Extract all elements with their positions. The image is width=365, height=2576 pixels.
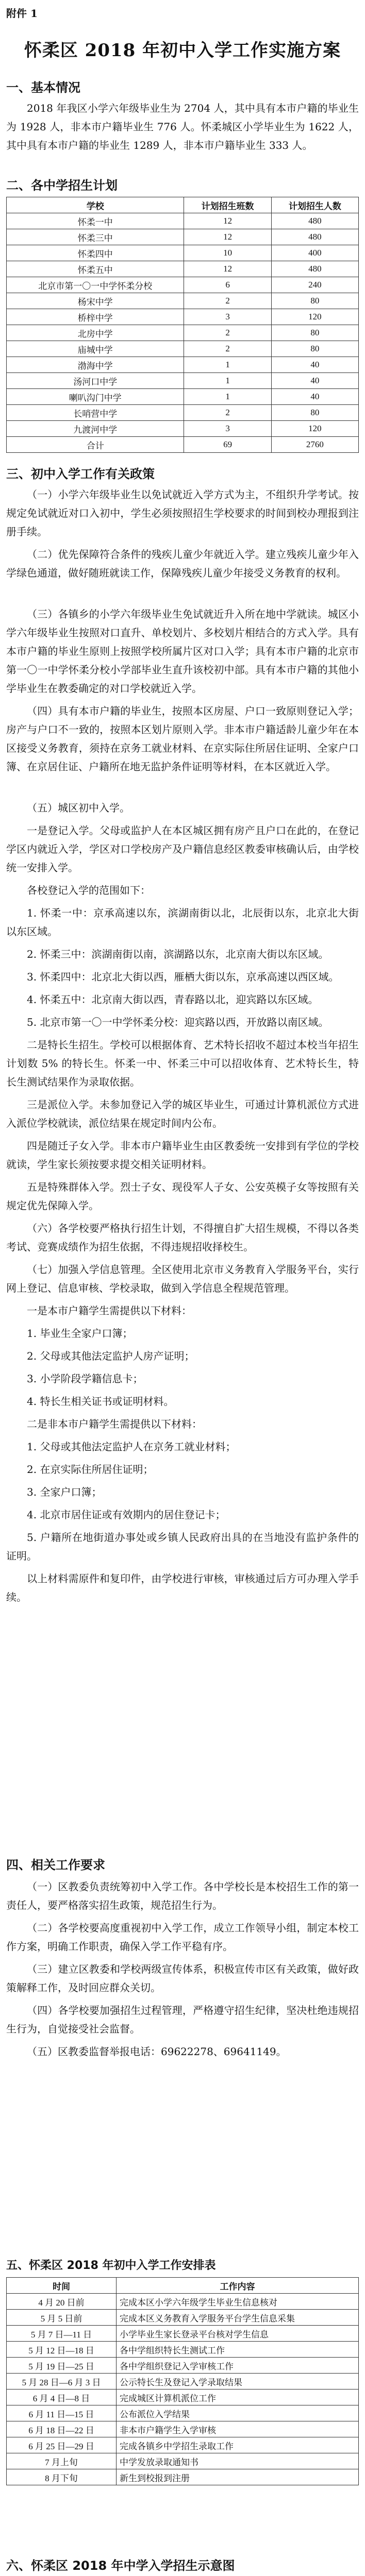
table-header-row <box>7 2278 359 2294</box>
table-row <box>7 277 359 293</box>
table-cell: 2 <box>184 341 271 357</box>
material-item: 1. 毕业生全家户口簿； <box>27 1327 133 1340</box>
paragraph: （一）区教委负责统筹初中入学工作。各中学校长是本校招生工作的第一责任人，要严格落实招生政策，规范招生行为。 <box>6 1880 359 1911</box>
paragraph: （一）小学六年级毕业生以免试就近入学方式为主，不组织升学考试。按规定免试就近对口入初中，学生必须按照招生学校要求的时间到校办理报到注册手续。 <box>6 488 359 538</box>
table-cell: 480 <box>271 229 358 245</box>
table-cell: 40 <box>271 389 358 405</box>
table-cell: 120 <box>271 309 358 325</box>
section1-heading: 一、基本情况 <box>6 80 80 95</box>
paragraph: 3. 怀柔四中：北京北大街以西，雁栖大街以东，京承高速以西区域。 <box>27 971 339 983</box>
table-cell: 完成本区义务教育入学服务平台学生信息采集 <box>117 2310 359 2326</box>
schedule-table <box>6 2277 359 2485</box>
table-cell: 公布派位入学结果 <box>117 2405 359 2421</box>
table-row <box>7 421 359 437</box>
material-item: 3. 全家户口簿； <box>27 1486 102 1498</box>
table-row <box>7 389 359 405</box>
table-cell: 3 <box>184 309 271 325</box>
table-cell: 12 <box>184 213 271 229</box>
table-header-row <box>7 197 359 213</box>
table-cell: 长哨营中学 <box>7 405 184 421</box>
section6-heading: 六、怀柔区 2018 年中学入学招生示意图 <box>6 2558 235 2573</box>
table-row <box>7 2358 359 2374</box>
material-item: 4. 特长生相关证书或证明材料。 <box>27 1395 174 1408</box>
table-cell: 1 <box>184 357 271 373</box>
table-row <box>7 2469 359 2485</box>
column-header: 计划招生班数 <box>184 197 271 213</box>
table-cell: 北京市第一〇一中学怀柔分校 <box>7 277 184 293</box>
table-row <box>7 213 359 229</box>
paragraph: （五）区教委监督举报电话：69622278、69641149。 <box>27 2045 287 2058</box>
table-row <box>7 2342 359 2358</box>
table-cell: 80 <box>271 341 358 357</box>
table-cell: 240 <box>271 277 358 293</box>
materials-intro: 二是非本市户籍学生需提供以下材料： <box>27 1418 202 1430</box>
table-row <box>7 373 359 389</box>
table-row <box>7 2310 359 2326</box>
paragraph: （六）各学校要严格执行招生计划，不得擅自扩大招生规模，不得以各类考试、竞赛成绩作为招生依据，不得违规招收择校生。 <box>6 1222 359 1253</box>
table-row <box>7 2389 359 2405</box>
table-cell: 中学发放录取通知书 <box>117 2453 359 2469</box>
table-cell: 汤河口中学 <box>7 373 184 389</box>
table-cell: 6 月 4 日—8 日 <box>7 2389 117 2405</box>
section1-paragraph: 2018 年我区小学六年级毕业生为 2704 人，其中具有本市户籍的毕业生为 1928 人，非本市户籍毕业生 776 人。怀柔城区小学毕业生为 1622 人，其中具有本市户籍的毕业生 1289 人，非本市户籍毕业生 333 人。 <box>6 102 359 151</box>
table-cell: 6 月 25 日—29 日 <box>7 2437 117 2453</box>
table-cell: 6 月 11 日—15 日 <box>7 2405 117 2421</box>
table-cell: 怀柔三中 <box>7 229 184 245</box>
table-cell: 7 月上旬 <box>7 2453 117 2469</box>
table-cell: 庙城中学 <box>7 341 184 357</box>
table-cell: 怀柔五中 <box>7 261 184 277</box>
table-cell: 九渡河中学 <box>7 421 184 437</box>
table-cell: 2 <box>184 293 271 309</box>
table-cell: 5 月 5 日前 <box>7 2310 117 2326</box>
table-cell: 5 月 28 日—6 月 3 日 <box>7 2374 117 2389</box>
table-row <box>7 2437 359 2453</box>
table-cell: 渤海中学 <box>7 357 184 373</box>
paragraph: （五）城区初中入学。 <box>27 802 130 814</box>
column-header: 工作内容 <box>117 2278 359 2294</box>
table-cell: 120 <box>271 421 358 437</box>
paragraph: （七）加强入学信息管理。全区使用北京市义务教育入学服务平台，实行网上登记、信息审核、学校录取，做到入学信息全程规范管理。 <box>6 1263 359 1294</box>
table-row <box>7 2294 359 2310</box>
table-cell: 80 <box>271 405 358 421</box>
table-cell: 新生到校报到注册 <box>117 2469 359 2485</box>
table-row <box>7 2421 359 2437</box>
document-title: 怀柔区 2018 年初中入学工作实施方案 <box>24 40 341 61</box>
table-row <box>7 261 359 277</box>
table-cell: 北房中学 <box>7 325 184 341</box>
section2-heading: 二、各中学招生计划 <box>6 178 118 193</box>
paragraph: 一是登记入学。父母或监护人在本区城区拥有房产且户口在此的，在登记学区内就近入学，学区对口学校房产及户籍信息经区教委审核确认后，由学校统一安排入学。 <box>6 824 359 874</box>
table-row <box>7 245 359 261</box>
table-cell: 1 <box>184 373 271 389</box>
paragraph: 2. 怀柔三中：滨湖南街以南，滨湖路以东，北京南大街以东区域。 <box>27 948 329 960</box>
table-cell: 5 月 7 日—11 日 <box>7 2326 117 2342</box>
table-cell: 小学毕业生家长登录平台核对学生信息 <box>117 2326 359 2342</box>
materials-intro: 一是本市户籍学生需提供以下材料： <box>27 1304 192 1317</box>
table-cell: 80 <box>271 293 358 309</box>
table-row <box>7 293 359 309</box>
paragraph: （四）各学校要加强招生过程管理，严格遵守招生纪律，坚决杜绝违规招生行为，自觉接受社会监督。 <box>6 2004 359 2035</box>
paragraph: 各校登记入学的范围如下： <box>27 884 151 896</box>
table-row <box>7 2374 359 2389</box>
table-cell: 各中学组织登记入学审核工作 <box>117 2358 359 2374</box>
closing-paragraph: 以上材料需原件和复印件，由学校进行审核，审核通过后方可办理入学手续。 <box>6 1572 359 1603</box>
table-cell: 各中学组织特长生测试工作 <box>117 2342 359 2358</box>
table-cell: 12 <box>184 229 271 245</box>
table-cell: 8 月下旬 <box>7 2469 117 2485</box>
paragraph: 5. 北京市第一〇一中学怀柔分校：迎宾路以西，开放路以南区域。 <box>27 1016 329 1028</box>
section5-heading: 五、怀柔区 2018 年初中入学工作安排表 <box>6 2259 216 2272</box>
table-cell: 怀柔一中 <box>7 213 184 229</box>
table-row <box>7 357 359 373</box>
table-cell: 完成本区小学六年级学生毕业生信息核对 <box>117 2294 359 2310</box>
table-row <box>7 229 359 245</box>
attachment-label: 附件 1 <box>6 7 38 20</box>
table-cell: 6 月 18 日—22 日 <box>7 2421 117 2437</box>
table-cell: 400 <box>271 245 358 261</box>
table-cell: 480 <box>271 213 358 229</box>
table-cell: 40 <box>271 373 358 389</box>
table-row <box>7 2405 359 2421</box>
table-row <box>7 2453 359 2469</box>
table-cell: 完成城区计算机派位工作 <box>117 2389 359 2405</box>
paragraph: 二是特长生招生。学校可以根据体育、艺术特长招收不超过本校当年招生计划数 5% 的特长生。怀柔一中、怀柔三中可以招收体育、艺术特长生，特长生测试结果作为录取依据。 <box>6 1039 359 1088</box>
table-row <box>7 2326 359 2342</box>
table-cell: 40 <box>271 357 358 373</box>
enrollment-plan-table <box>6 197 359 453</box>
table-row <box>7 437 359 453</box>
paragraph: 1. 怀柔一中：京承高速以东，滨湖南街以北，北辰街以东，北京北大街以东区域。 <box>6 907 359 938</box>
table-row <box>7 325 359 341</box>
table-cell: 69 <box>184 437 271 453</box>
material-item: 4. 北京市居住证或有效期内的居住登记卡； <box>27 1509 226 1521</box>
table-cell: 公示特长生及登记入学录取结果 <box>117 2374 359 2389</box>
paragraph: （三）各镇乡的小学六年级毕业生免试就近升入所在地中学就读。城区小学六年级毕业生按照对口直升、单校划片、多校划片相结合的方式入学。具有本市户籍的毕业生原则上按照学校所属片区对口入学；具有本市户籍的北京市第一〇一中学怀柔分校小学部毕业生直升该校初中部。具有本市户籍的其他小学毕业生在教委确定的对口学校就近入学。 <box>6 608 359 694</box>
section4-heading: 四、相关工作要求 <box>6 1858 105 1872</box>
table-cell: 12 <box>184 261 271 277</box>
table-cell: 2 <box>184 405 271 421</box>
table-cell: 3 <box>184 421 271 437</box>
table-row <box>7 309 359 325</box>
paragraph: 四是随迁子女入学。非本市户籍毕业生由区教委统一安排到有学位的学校就读，学生家长须按要求提交相关证明材料。 <box>6 1140 359 1171</box>
table-row <box>7 341 359 357</box>
table-cell: 2 <box>184 325 271 341</box>
table-cell: 非本市户籍学生入学审核 <box>117 2421 359 2437</box>
section3-heading: 三、初中入学工作有关政策 <box>6 467 155 481</box>
table-row <box>7 405 359 421</box>
material-item: 2. 在京实际住所居住证明； <box>27 1463 154 1476</box>
table-cell: 完成各镇乡中学招生录取工作 <box>117 2437 359 2453</box>
paragraph: （二）各学校要高度重视初中入学工作，成立工作领导小组，制定本校工作方案，明确工作职责，确保入学工作平稳有序。 <box>6 1922 359 1953</box>
paragraph: 三是派位入学。未参加登记入学的城区毕业生，可通过计算机派位方式进入派位学校就读，派位结果在规定时间内公布。 <box>6 1098 359 1129</box>
table-cell: 80 <box>271 325 358 341</box>
table-cell: 5 月 19 日—25 日 <box>7 2358 117 2374</box>
table-cell: 1 <box>184 389 271 405</box>
table-cell: 5 月 12 日—18 日 <box>7 2342 117 2358</box>
table-cell: 6 <box>184 277 271 293</box>
table-cell: 杨宋中学 <box>7 293 184 309</box>
column-header: 计划招生人数 <box>271 197 358 213</box>
table-cell: 怀柔四中 <box>7 245 184 261</box>
paragraph: 五是特殊群体入学。烈士子女、现役军人子女、公安英模子女等按照有关规定优先保障入学。 <box>6 1181 359 1212</box>
material-item: 1. 父母或其他法定监护人在京务工就业材料； <box>27 1440 236 1453</box>
material-item: 5. 户籍所在地街道办事处或乡镇人民政府出具的在当地没有监护条件的证明。 <box>6 1531 359 1562</box>
paragraph: （二）优先保障符合条件的残疾儿童少年就近入学。建立残疾儿童少年入学绿色通道，做好随班就读工作，保障残疾儿童少年接受义务教育的权利。 <box>6 548 359 579</box>
column-header: 学校 <box>7 197 184 213</box>
table-cell: 2760 <box>271 437 358 453</box>
table-cell: 480 <box>271 261 358 277</box>
paragraph: （四）具有本市户籍的毕业生，按照本区房屋、户口一致原则登记入学；房产与户口不一致的，按照本区划片原则入学。非本市户籍适龄儿童少年在本区接受义务教育，须持在京务工就业材料、在京实际住所居住证明、全家户口簿、在京居住证、户籍所在地无监护条件证明等材料，在本区就近入学。 <box>6 705 359 773</box>
table-cell: 喇叭沟门中学 <box>7 389 184 405</box>
table-cell: 合计 <box>7 437 184 453</box>
paragraph: 4. 怀柔五中：北京南大街以西，青春路以北，迎宾路以东区域。 <box>27 993 319 1006</box>
table-cell: 4 月 20 日前 <box>7 2294 117 2310</box>
paragraph: （三）建立区教委和学校两级宣传体系，积极宣传市区有关政策，做好政策解释工作，及时回应群众关切。 <box>6 1963 359 1994</box>
table-cell: 10 <box>184 245 271 261</box>
material-item: 3. 小学阶段学籍信息卡； <box>27 1372 143 1385</box>
column-header: 时间 <box>7 2278 117 2294</box>
table-cell: 桥梓中学 <box>7 309 184 325</box>
material-item: 2. 父母或其他法定监护人房产证明； <box>27 1350 195 1362</box>
